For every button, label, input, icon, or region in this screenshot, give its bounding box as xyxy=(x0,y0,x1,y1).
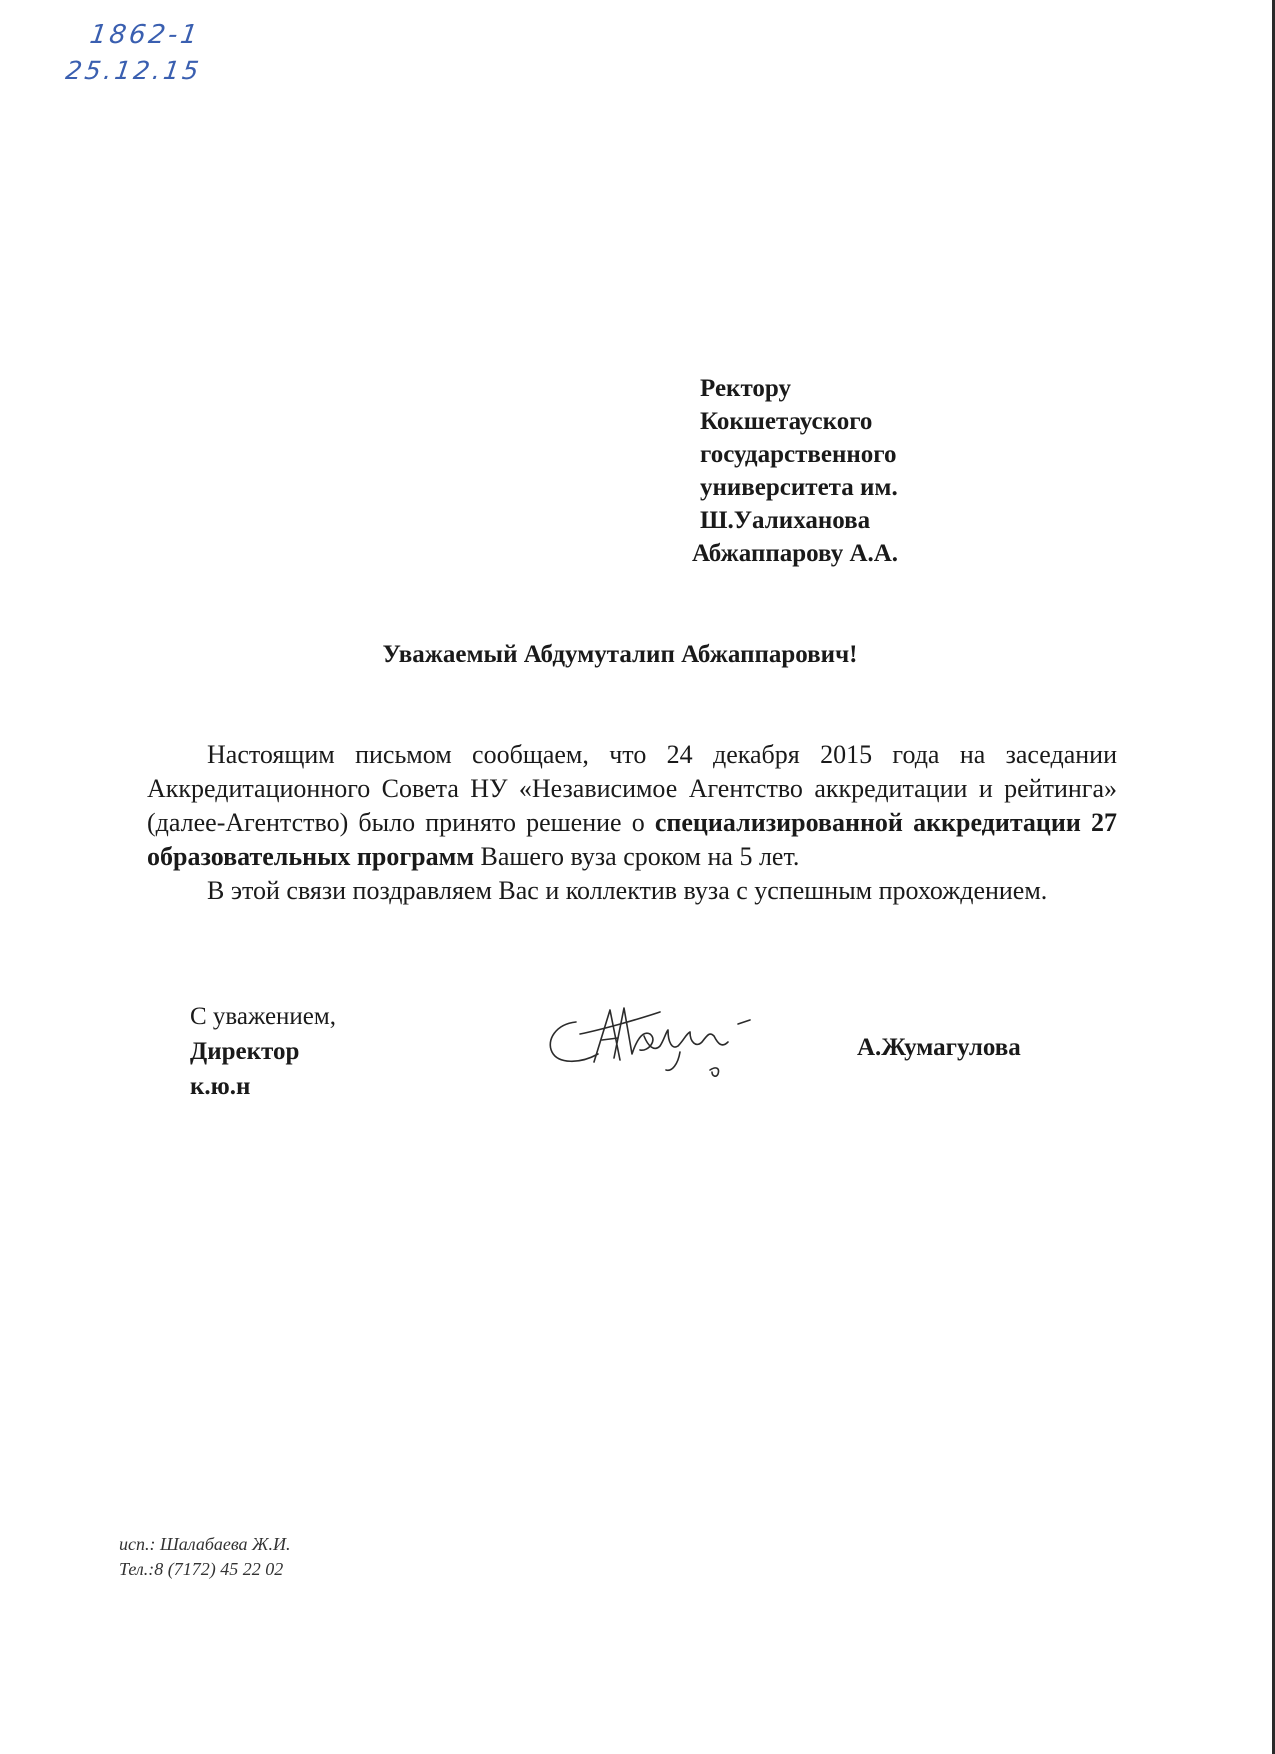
signer-position: Директор xyxy=(190,1038,300,1065)
signer-name: А.Жумагулова xyxy=(857,1034,1021,1061)
addressee-line: государственного xyxy=(700,441,897,468)
body-text-part: Настоящим письмом сообщаем, что 24 декабря 2015 года на заседании Аккредитационного Совета НУ «Независимое Агентство аккредитации и рейтинга» (далее-Агентство) было принято решение о xyxy=(147,740,1117,837)
body-bold-text: специализированной аккредитации 27 образовательных программ xyxy=(147,808,1117,871)
closing-block xyxy=(190,999,336,1104)
addressee-line: Абжаппарову А.А. xyxy=(692,540,899,567)
addressee-line: Кокшетауского xyxy=(700,408,873,435)
addressee-line: Ректору xyxy=(700,375,791,402)
closing-regards: С уважением, xyxy=(190,1003,336,1030)
addressee-block xyxy=(692,372,1020,570)
handwritten-signature xyxy=(540,990,780,1080)
body-text-part: Вашего вуза сроком на 5 лет. xyxy=(474,842,800,871)
body-paragraph-1 xyxy=(147,738,1117,874)
addressee-line: Ш.Уалиханова xyxy=(700,507,871,534)
salutation: Уважаемый Абдумуталип Абжаппарович! xyxy=(382,641,858,668)
signer-degree: к.ю.н xyxy=(190,1073,251,1100)
executor-line: исп.: Шалабаева Ж.И. xyxy=(119,1534,291,1554)
phone-line: Тел.:8 (7172) 45 22 02 xyxy=(119,1559,284,1579)
letter-body xyxy=(147,738,1117,908)
registration-number: 1862-1 xyxy=(87,20,203,50)
body-paragraph-2: В этой связи поздравляем Вас и коллектив вуза с успешным прохождением. xyxy=(207,876,1048,905)
footer-block xyxy=(119,1532,291,1582)
registration-date: 25.12.15 xyxy=(63,56,204,85)
addressee-line: университета им. xyxy=(700,474,898,501)
